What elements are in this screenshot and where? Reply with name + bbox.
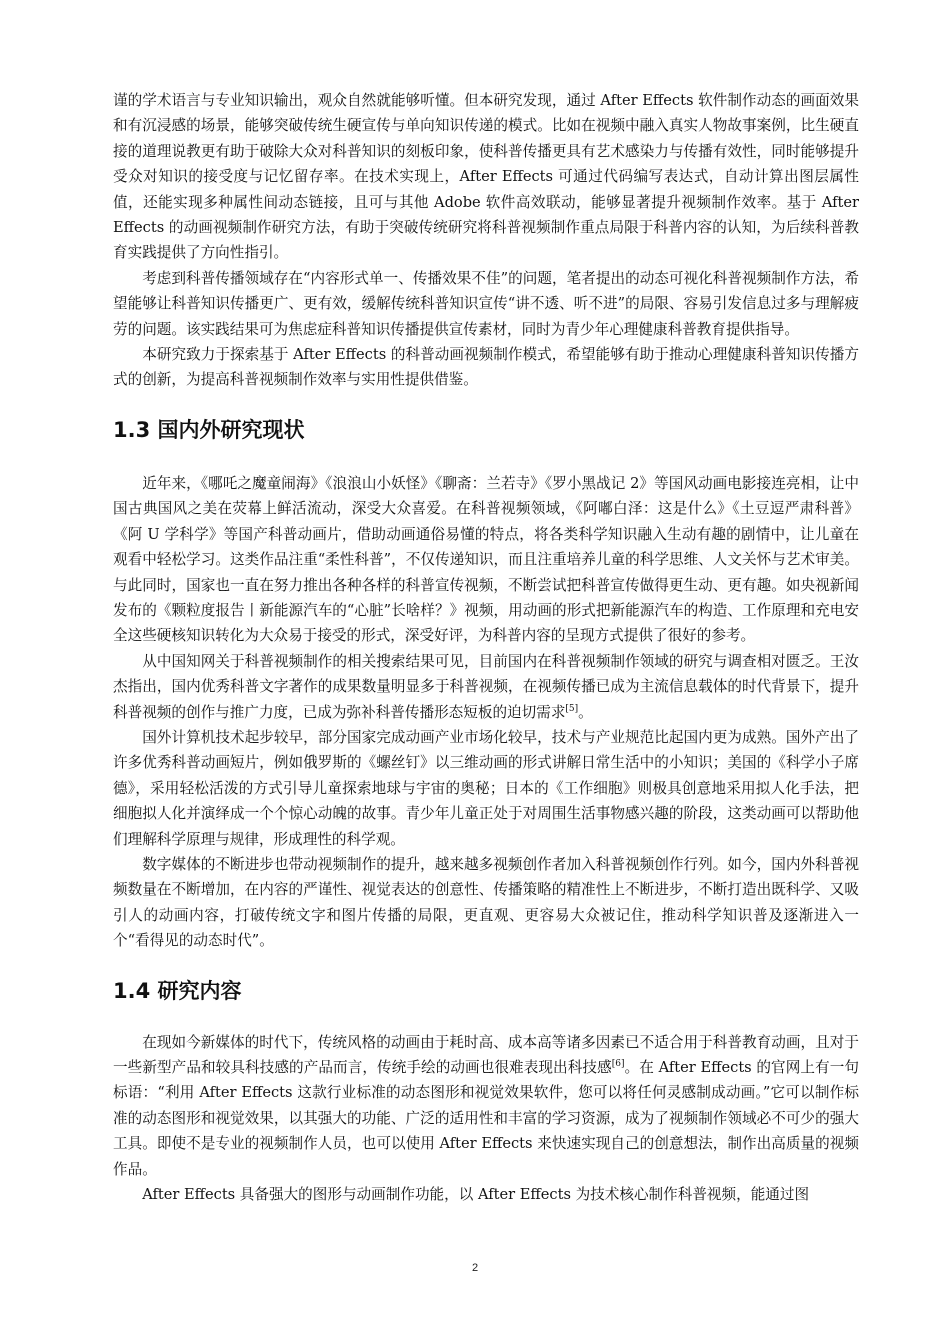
section-heading-1-4: 1.4 研究内容 — [113, 978, 242, 1003]
paragraph-text: 在现如今新媒体的时代下，传统风格的动画由于耗时高、成本高等诸多因素已不适合用于科普教育动画，且对于一些新型产品和较具科技感的产品而言，传统手绘的动画也很难表现出科技感 — [113, 1033, 859, 1076]
section-heading-1-3: 1.3 国内外研究现状 — [113, 417, 305, 442]
section-1-3-paragraph-3: 国外计算机技术起步较早，部分国家完成动画产业市场化较早，技术与产业规范比起国内更为成熟。国外产出了许多优秀科普动画短片，例如俄罗斯的《螺丝钉》以三维动画的形式讲解日常生活中的小知识；美国的《科学小子席德》，采用轻松活泼的方式引导儿童探索地球与宇宙的奥秘；日本的《工作细胞》则极具创意地采用拟人化手法，把细胞拟人化并演绎成一个个惊心动魄的故事。青少年儿童正处于对周围生活事物感兴趣的阶段，这类动画可以帮助他们理解科学原理与规律，形成理性的科学观。 — [113, 728, 859, 848]
citation-ref: [6] — [611, 1059, 625, 1070]
paragraph-end: 。在 After Effects 的官网上有一句标语：“利用 After Effects 这款行业标准的动态图形和视觉效果软件，您可以将任何灵感制成动画。”它可以制作标准的动态图形和视觉效果，以其强大的功能、广泛的适用性和丰富的学习资源，成为了视频制作领域必不可少的强大工具。即使不是专业的视频制作人员，也可以使用 After Effects 来快速实现自己的创意想法，制作出高质量的视频作品。 — [113, 1059, 859, 1178]
intro-paragraph-aim: 本研究致力于探索基于 After Effects 的科普动画视频制作模式，希望能够有助于推动心理健康科普知识传播方式的创新，为提高科普视频制作效率与实用性提供借鉴。 — [113, 346, 859, 389]
intro-paragraph-continued: 谨的学术语言与专业知识输出，观众自然就能够听懂。但本研究发现，通过 After Effects 软件制作动态的画面效果和有沉浸感的场景，能够突破传统生硬宣传与单向知识传递的模式。比如在视频中融入真实人物故事案例，比生硬直接的道理说教更有助于破除大众对科普知识的刻板印象，使科普传播更具有艺术感染力与传播有效性，同时能够提升受众对知识的接受度与记忆留存率。在技术实现上，After Effects 可通过代码编写表达式，自动计算出图层属性值，还能实现多种属性间动态链接，且可与其他 Adobe 软件高效联动，能够显著提升视频制作效率。基于 After Effects 的动画视频制作研究方法，有助于突破传统研究将科普视频制作重点局限于科普内容的认知，为后续科普教育实践提供了方向性指引。 — [113, 92, 859, 262]
intro-paragraph-problem: 考虑到科普传播领域存在“内容形式单一、传播效果不佳”的问题，笔者提出的动态可视化科普视频制作方法，希望能够让科普知识传播更广、更有效，缓解传统科普知识宣传“讲不透、听不进”的局限、容易引发信息过多与理解疲劳的问题。该实践结果可为焦虑症科普知识传播提供宣传素材，同时为青少年心理健康科普教育提供指导。 — [113, 269, 859, 338]
section-1-4-paragraph-2: After Effects 具备强大的图形与动画制作功能，以 After Effects 为技术核心制作科普视频，能通过图 — [142, 1186, 810, 1204]
section-1-3-paragraph-4: 数字媒体的不断进步也带动视频制作的提升，越来越多视频创作者加入科普视频创作行列。如今，国内外科普视频数量在不断增加，在内容的严谨性、视觉表达的创意性、传播策略的精准性上不断进步，不断打造出既科学、又吸引人的动画内容，打破传统文字和图片传播的局限，更直观、更容易大众被记住，推动科学知识普及逐渐进入一个“看得见的动态时代”。 — [113, 855, 859, 950]
paragraph-text: 从中国知网关于科普视频制作的相关搜索结果可见，目前国内在科普视频制作领域的研究与调查相对匮乏。王汝杰指出，国内优秀科普文字著作的成果数量明显多于科普视频，在视频传播已成为主流信息载体的时代背景下，提升科普视频的创作与推广力度，已成为弥补科普传播形态短板的迫切需求 — [113, 652, 859, 721]
page-body — [113, 88, 859, 1207]
section-1-4-paragraph-1 — [113, 1030, 859, 1182]
page-number: 2 — [471, 1262, 479, 1274]
paragraph-end: 。 — [578, 703, 593, 721]
section-1-3-paragraph-1: 近年来，《哪吒之魔童闹海》《浪浪山小妖怪》《聊斋：兰若寺》《罗小黑战记 2》等国风动画电影接连亮相，让中国古典国风之美在荧幕上鲜活流动，深受大众喜爱。在科普视频领域，《阿嘟白泽：这是什么》《土豆逗严肃科普》《阿 U 学科学》等国产科普动画片，借助动画通俗易懂的特点，将各类科学知识融入生动有趣的剧情中，让儿童在观看中轻松学习。这类作品注重“柔性科普”，不仅传递知识，而且注重培养儿童的科学思维、人文关怀与艺术审美。与此同时，国家也一直在努力推出各种各样的科普宣传视频，不断尝试把科普宣传做得更生动、更有趣。如央视新闻发布的《颗粒度报告丨新能源汽车的“心脏”长啥样？》视频，用动画的形式把新能源汽车的构造、工作原理和充电安全这些硬核知识转化为大众易于接受的形式，深受好评，为科普内容的呈现方式提供了很好的参考。 — [113, 474, 859, 645]
citation-ref: [5] — [565, 703, 579, 714]
section-1-3-paragraph-2 — [113, 649, 859, 725]
